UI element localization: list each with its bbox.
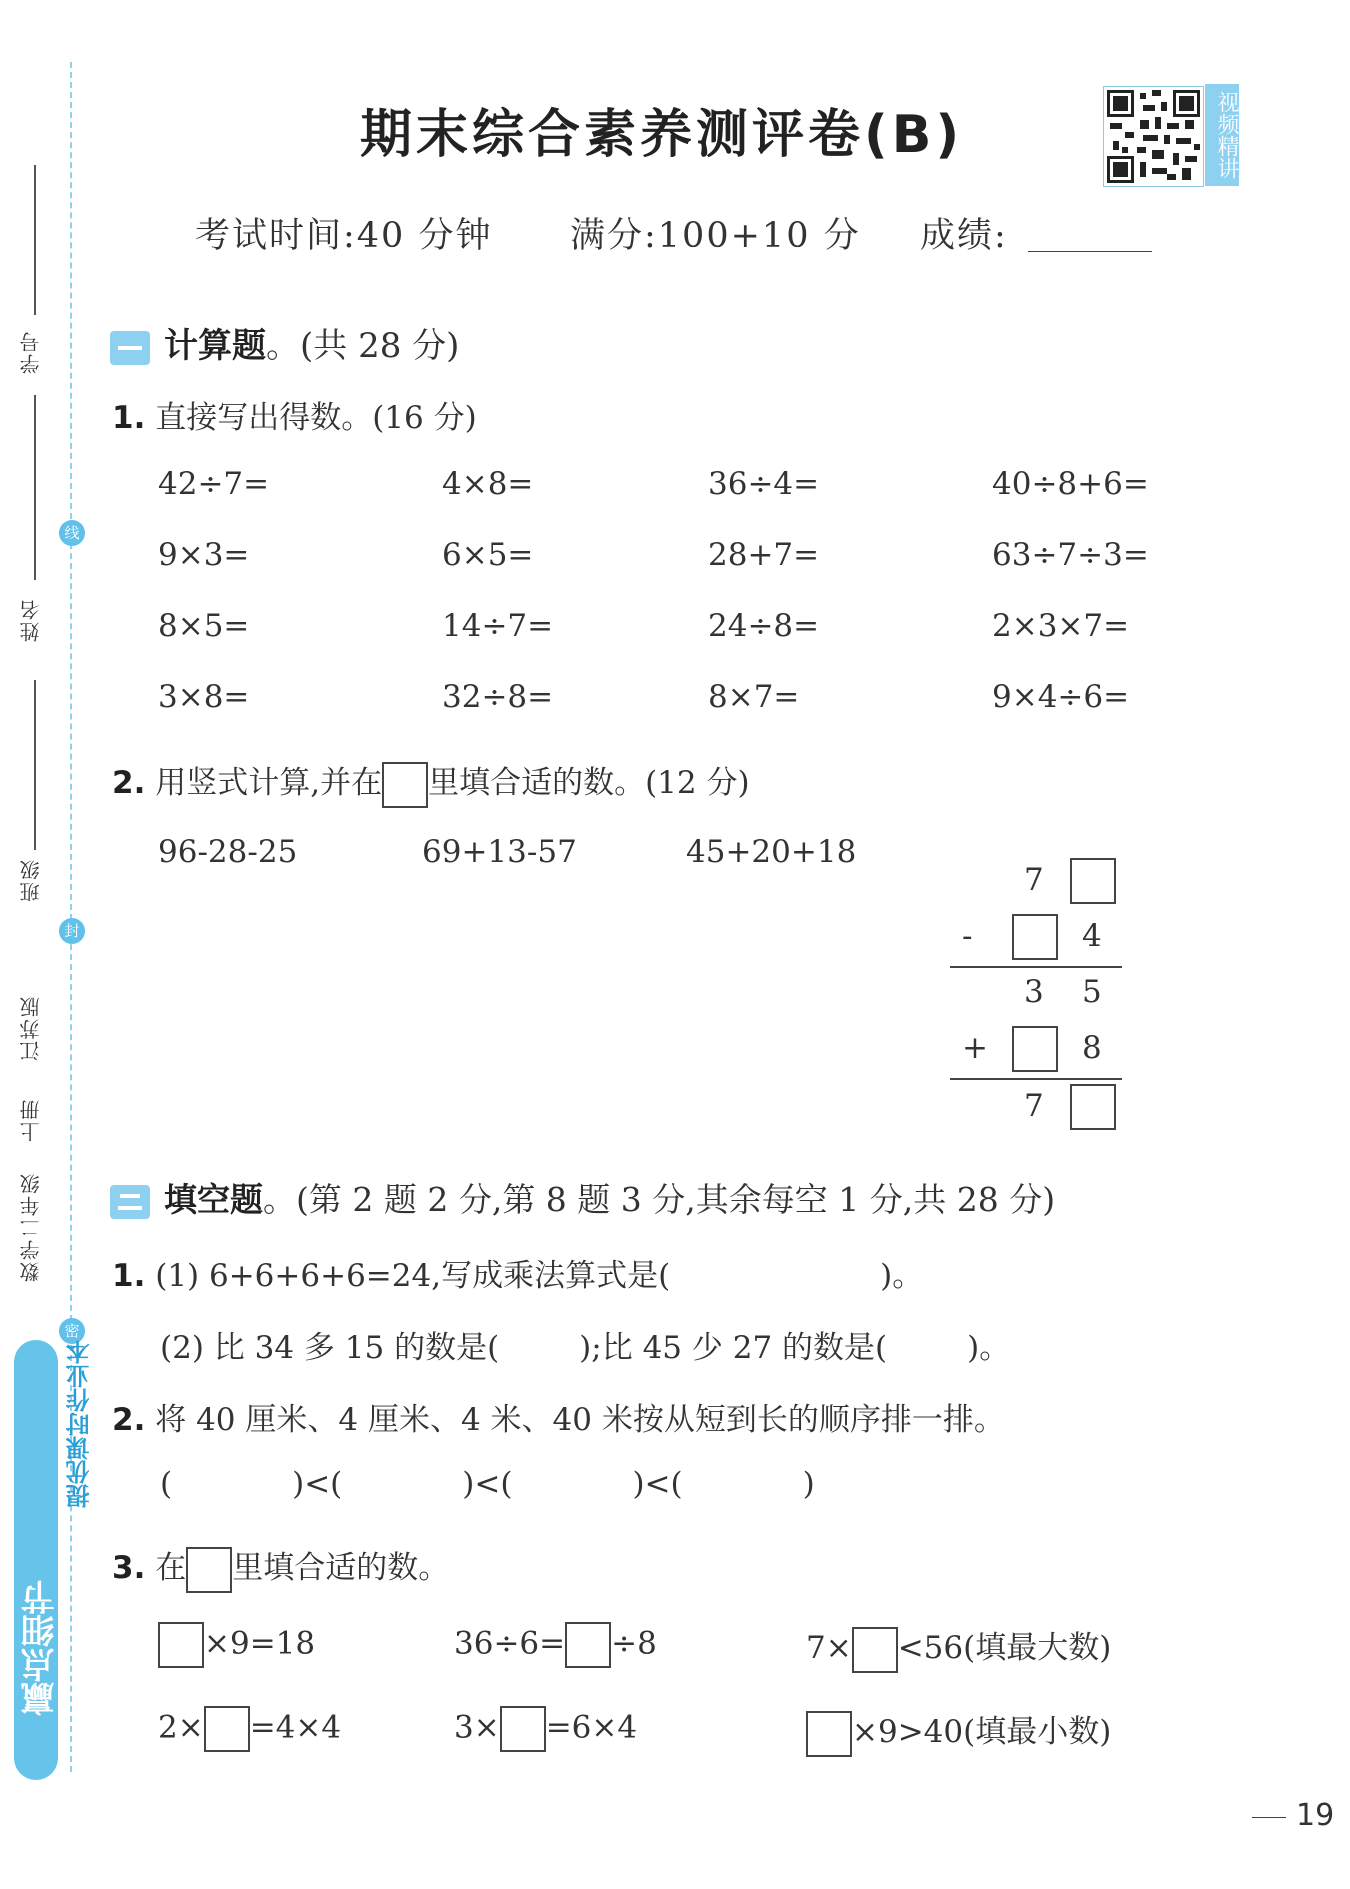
expr-text: 2× [158,1709,204,1746]
expr-text: <56(填最大数) [897,1630,1112,1666]
answer-box[interactable] [852,1627,898,1673]
q2-1-part2 [160,1322,1010,1367]
series-label: 提优课时作业本 [66,1340,94,1508]
qr-video-tag: 视频精讲 [1205,84,1239,186]
q1-2-text-b: 里填合适的数。(12 分) [428,765,750,801]
qr-code[interactable] [1103,86,1204,187]
paren: )<( [462,1466,513,1502]
fill-row-2-c [806,1706,1111,1757]
q2-1-text-a: (1) 6+6+6+6=24,写成乘法算式是( [155,1258,671,1294]
expr-text: =4×4 [249,1709,342,1746]
puzzle-rule [950,1078,1122,1080]
puzzle-box[interactable] [1012,914,1058,960]
q2-1-text-b: )。 [880,1258,924,1294]
q2-2-order-line [160,1466,815,1502]
expr-text: =6×4 [545,1709,638,1746]
seal-mark-secret: 密 [59,1318,85,1344]
q2-1-number: 1. [112,1258,146,1294]
puzzle-plus-sign: + [962,1030,988,1066]
q2-1-part2-a: (2) 比 34 多 15 的数是( [160,1330,500,1366]
calc-item[interactable]: 9×4÷6= [992,679,1130,715]
full-score: 满分:100+10 分 [570,216,861,256]
calc-item[interactable]: 63÷7÷3= [992,537,1149,573]
page-title: 期末综合素养测评卷(B) [360,105,964,165]
q1-1-number: 1. [112,400,146,436]
expr-text: ×9=18 [204,1625,316,1662]
calc-item[interactable]: 24÷8= [708,608,820,644]
score-label: 成绩: [920,216,1008,256]
paren: ) [802,1466,815,1502]
edition-label: 江苏版 [19,995,43,1061]
volume-label: 上册 [19,1098,43,1142]
paren: )<( [632,1466,683,1502]
calc-item[interactable]: 2×3×7= [992,608,1130,644]
seal-mark-line: 线 [59,520,85,546]
exam-time: 考试时间:40 分钟 [195,216,493,256]
class-label: 班级 [19,858,43,902]
answer-box [382,762,428,808]
seal-mark-seal: 封 [59,918,85,944]
binding-dashed-line [70,62,72,1772]
calc-item[interactable]: 42÷7= [158,466,270,502]
section-2-header [110,1174,1055,1221]
q2-2-text: 将 40 厘米、4 厘米、4 米、40 米按从短到长的顺序排一排。 [155,1402,1005,1438]
answer-box[interactable] [565,1622,611,1668]
puzzle-digit: 4 [1082,918,1102,954]
student-id-label: 学号 [19,330,43,374]
subject-label: 数学二年级 [19,1172,43,1282]
paren: ( [160,1466,173,1502]
q2-1-part2-b: );比 45 少 27 的数是( [579,1330,888,1366]
vertical-calc-item[interactable]: 96-28-25 [158,834,298,870]
expr-text: 7× [806,1630,852,1666]
answer-box [186,1547,232,1593]
fill-row-1-a [158,1622,315,1668]
paren: )<( [292,1466,343,1502]
calc-item[interactable]: 8×7= [708,679,800,715]
q2-3-text-a: 在 [155,1550,187,1586]
qr-pattern-icon [1104,87,1203,186]
q2-2-prompt [112,1394,1005,1439]
calc-item[interactable]: 8×5= [158,608,250,644]
brand-logo: 赢点细节 [21,1580,61,1716]
score-blank[interactable] [1028,251,1152,252]
fill-row-2-a [158,1706,341,1752]
section-1-header [110,318,459,367]
calc-item[interactable]: 14÷7= [442,608,554,644]
puzzle-rule [950,966,1122,968]
calc-item[interactable]: 28+7= [708,537,820,573]
name-label: 姓名 [19,598,43,642]
q2-1-part2-c: )。 [967,1330,1011,1366]
calc-item[interactable]: 9×3= [158,537,250,573]
vertical-calc-item[interactable]: 69+13-57 [422,834,577,870]
puzzle-digit: 7 [1024,1088,1044,1124]
section-2-points: 。(第 2 题 2 分,第 8 题 3 分,其余每空 1 分,共 28 分) [263,1180,1056,1219]
class-line [34,680,36,850]
puzzle-box[interactable] [1070,858,1116,904]
expr-text: ×9>40(填最小数) [852,1714,1112,1750]
puzzle-digit: 5 [1082,974,1102,1010]
q1-2-number: 2. [112,765,146,801]
q2-3-prompt [112,1542,449,1593]
q1-1-prompt [112,392,477,437]
section-1-points: 。(共 28 分) [266,326,460,366]
q1-2-prompt [112,757,750,808]
student-id-line [34,165,36,315]
puzzle-digit: 7 [1024,862,1044,898]
calc-item[interactable]: 3×8= [158,679,250,715]
answer-box[interactable] [204,1706,250,1752]
puzzle-box[interactable] [1012,1026,1058,1072]
fill-row-2-b [454,1706,637,1752]
expr-text: ÷8 [611,1625,657,1662]
answer-box[interactable] [500,1706,546,1752]
puzzle-box[interactable] [1070,1084,1116,1130]
puzzle-digit: 3 [1024,974,1044,1010]
calc-item[interactable]: 6×5= [442,537,534,573]
calc-item[interactable]: 4×8= [442,466,534,502]
calc-item[interactable]: 40÷8+6= [992,466,1149,502]
section-2-badge [110,1185,150,1219]
fill-row-1-c [806,1622,1111,1673]
q1-2-text-a: 用竖式计算,并在 [155,765,383,801]
name-line [34,395,36,580]
page-number-rule [1252,1817,1286,1818]
puzzle-minus-sign: - [962,918,973,954]
section-1-title: 计算题 [164,326,266,366]
answer-box[interactable] [806,1711,852,1757]
puzzle-digit: 8 [1082,1030,1102,1066]
page-number: 19 [1296,1798,1335,1833]
calc-item[interactable]: 36÷4= [708,466,820,502]
section-1-badge [110,331,150,365]
section-2-title: 填空题 [164,1180,263,1219]
answer-box[interactable] [158,1622,204,1668]
calc-item[interactable]: 32÷8= [442,679,554,715]
expr-text: 36÷6= [454,1625,566,1662]
q1-1-text: 直接写出得数。(16 分) [155,400,477,436]
fill-row-1-b [454,1622,657,1668]
vertical-calc-item[interactable]: 45+20+18 [686,834,857,870]
q2-2-number: 2. [112,1402,146,1438]
q2-3-number: 3. [112,1550,146,1586]
expr-text: 3× [454,1709,500,1746]
q2-3-text-b: 里填合适的数。 [232,1550,450,1586]
q2-1-part1 [112,1250,923,1295]
